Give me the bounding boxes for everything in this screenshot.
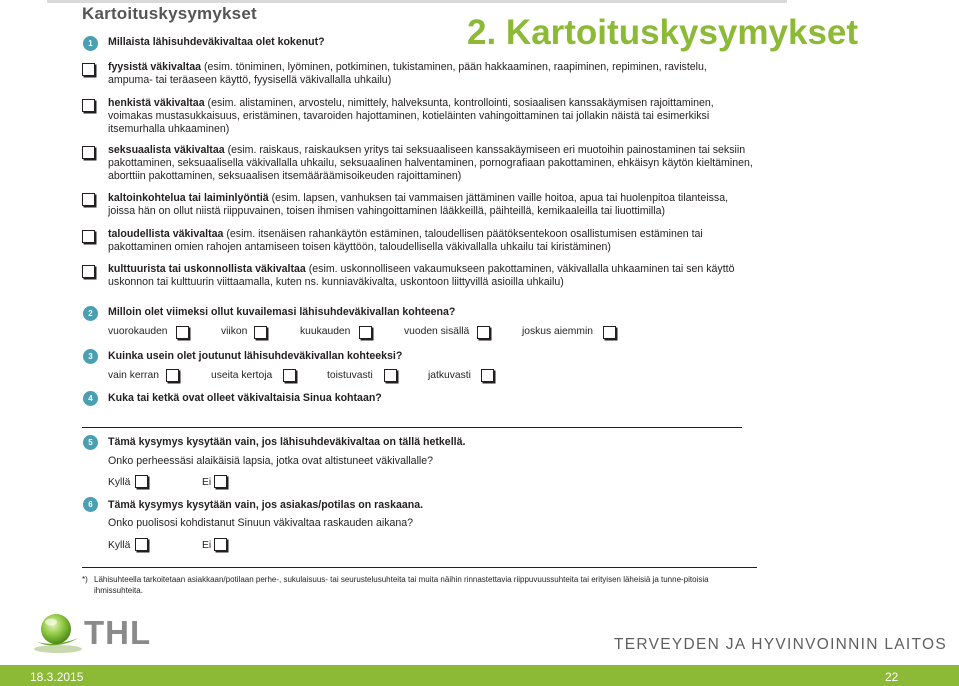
- option-neglect: kaltoinkohtelua tai laiminlyöntiä (esim. lapsen, vanhuksen tai vammaisen jättäminen vaille hoitoa, apua tai huolenpitoa tilanteissa, joissa hän on ollut niistä riippuvainen, toisen ihmisen vahingoittaminen lääkkeillä, päihteillä, kemikaaleilla tai liuottimilla): [108, 192, 729, 218]
- slide-page-number: 22: [885, 670, 899, 684]
- question-number-badge: 6: [83, 497, 98, 512]
- q2-option-label: viikon: [221, 326, 248, 337]
- checkbox-neglect[interactable]: [82, 193, 95, 206]
- footnote-mark: *): [82, 575, 88, 584]
- slide-date: 18.3.2015: [30, 670, 84, 684]
- form-top-border: [47, 0, 787, 3]
- footnote-text: Lähisuhteella tarkoitetaan asiakkaan/potilaan perhe-, sukulaisuus- tai seurustelusuhteita tai muita näihin rinnastettavia riippuvuussuhteita tai erityisen läheisiä ja tunne-pitoisia ihmissuhteita.: [94, 575, 709, 595]
- q2-checkbox-week[interactable]: [254, 326, 267, 339]
- q2-checkbox-day[interactable]: [176, 326, 189, 339]
- q5-yes-label: Kyllä: [108, 477, 131, 488]
- question-number-badge: 3: [83, 349, 98, 364]
- question-number-badge: 1: [83, 36, 98, 51]
- q2-option-label: vuoden sisällä: [404, 326, 470, 337]
- checkbox-physical-violence[interactable]: [82, 63, 95, 76]
- question-6-text: Tämä kysymys kysytään vain, jos asiakas/potilas on raskaana.: [108, 499, 424, 511]
- q2-option-label: kuukauden: [300, 326, 351, 337]
- question-number-badge: 2: [83, 306, 98, 321]
- q3-checkbox-several[interactable]: [283, 369, 296, 382]
- q2-option-label: joskus aiemmin: [522, 326, 593, 337]
- question-5-text: Tämä kysymys kysytään vain, jos lähisuhdeväkivaltaa on tällä hetkellä.: [108, 436, 466, 448]
- q2-option-label: vuorokauden: [108, 326, 168, 337]
- organization-name: TERVEYDEN JA HYVINVOINNIN LAITOS: [614, 636, 948, 653]
- q2-checkbox-earlier[interactable]: [603, 326, 616, 339]
- question-number-badge: 4: [83, 391, 98, 406]
- q3-checkbox-continuously[interactable]: [481, 369, 494, 382]
- q6-yes-label: Kyllä: [108, 540, 131, 551]
- question-4-text: Kuka tai ketkä ovat olleet väkivaltaisia Sinua kohtaan?: [108, 392, 382, 404]
- q3-option-label: toistuvasti: [327, 370, 373, 381]
- q5-checkbox-yes[interactable]: [135, 475, 148, 488]
- q3-checkbox-once[interactable]: [166, 369, 179, 382]
- q6-no-label: Ei: [202, 540, 212, 551]
- q2-checkbox-year[interactable]: [477, 326, 490, 339]
- q6-checkbox-no[interactable]: [214, 538, 227, 551]
- q3-checkbox-repeatedly[interactable]: [384, 369, 397, 382]
- q3-option-label: vain kerran: [108, 370, 159, 381]
- question-5-subtext: Onko perheessäsi alaikäisiä lapsia, jotka ovat altistuneet väkivallalle?: [108, 455, 434, 467]
- question-1-text: Millaista lähisuhdeväkivaltaa olet kokenut?: [108, 36, 325, 48]
- question-6-subtext: Onko puolisosi kohdistanut Sinuun väkivaltaa raskauden aikana?: [108, 517, 414, 529]
- slide-title: 2. Kartoituskysymykset: [467, 13, 859, 52]
- option-cultural-religious-violence: kulttuurista tai uskonnollista väkivaltaa (esim. uskonnolliseen vakaumukseen pakottaminen, väkivallalla uhkaaminen tai sen käyttö uskonnon tai kulttuurin viittaamalla, kuten ns. kunniaväkivalta, uskontoon liittyvillä asioilla uhkailu): [108, 263, 735, 289]
- q3-option-label: useita kertoja: [211, 370, 273, 381]
- footer-bar: [0, 665, 959, 686]
- form-heading: Kartoituskysymykset: [82, 4, 257, 23]
- logo-text: THL: [84, 614, 152, 651]
- footnote-divider: [82, 567, 757, 568]
- q5-no-label: Ei: [202, 477, 212, 488]
- option-economic-violence: taloudellista väkivaltaa (esim. itsenäisen rahankäytön estäminen, taloudellisen päätöksentekoon osallistumisen estäminen tai pakottaminen omien rahojen antamiseen toisen käyttöön, taloudellisella väkivallalla uhkailu tai kiristäminen): [108, 228, 703, 254]
- checkbox-psychological-violence[interactable]: [82, 99, 95, 112]
- option-psychological-violence: henkistä väkivaltaa (esim. alistaminen, arvostelu, nimittely, halveksunta, kontrollointi, sosiaalisen kanssakäymisen rajoittaminen, voimakas mustasukkaisuus, eristäminen, tavaroiden hajottaminen, kotieläinten vahingoittaminen tai jollakin näistä tai esimerkiksi itsemurhalla uhkaaminen): [108, 97, 714, 136]
- question-3-text: Kuinka usein olet joutunut lähisuhdeväkivallan kohteeksi?: [108, 350, 403, 362]
- option-sexual-violence: seksuaalista väkivaltaa (esim. raiskaus, raiskauksen yritys tai seksuaaliseen kanssakäymiseen eri muotoihin painostaminen tai seksiin pakottaminen, seksuaalisella väkivallalla uhkailu, seksuaalinen halventaminen, pornografiaan pakottaminen, ehkäisyn käytön kieltäminen, aborttiin pakottaminen, seksuaalisen itsemääräämisoikeuden rajoittaminen): [108, 144, 753, 183]
- checkbox-economic-violence[interactable]: [82, 230, 95, 243]
- q3-option-label: jatkuvasti: [428, 370, 471, 381]
- checkbox-cultural-religious-violence[interactable]: [82, 265, 95, 278]
- q4-answer-line[interactable]: [82, 427, 742, 428]
- option-physical-violence: fyysistä väkivaltaa (esim. töniminen, lyöminen, potkiminen, tukistaminen, pään hakkaaminen, raapiminen, repiminen, ravistelu, ampuma- tai teräaseen käyttö, fyysisellä väkivallalla uhkailu): [108, 61, 707, 87]
- q5-checkbox-no[interactable]: [214, 475, 227, 488]
- q2-checkbox-month[interactable]: [359, 326, 372, 339]
- question-2-text: Milloin olet viimeksi ollut kuvailemasi lähisuhdeväkivallan kohteena?: [108, 306, 456, 318]
- question-number-badge: 5: [83, 435, 98, 450]
- checkbox-sexual-violence[interactable]: [82, 146, 95, 159]
- q6-checkbox-yes[interactable]: [135, 538, 148, 551]
